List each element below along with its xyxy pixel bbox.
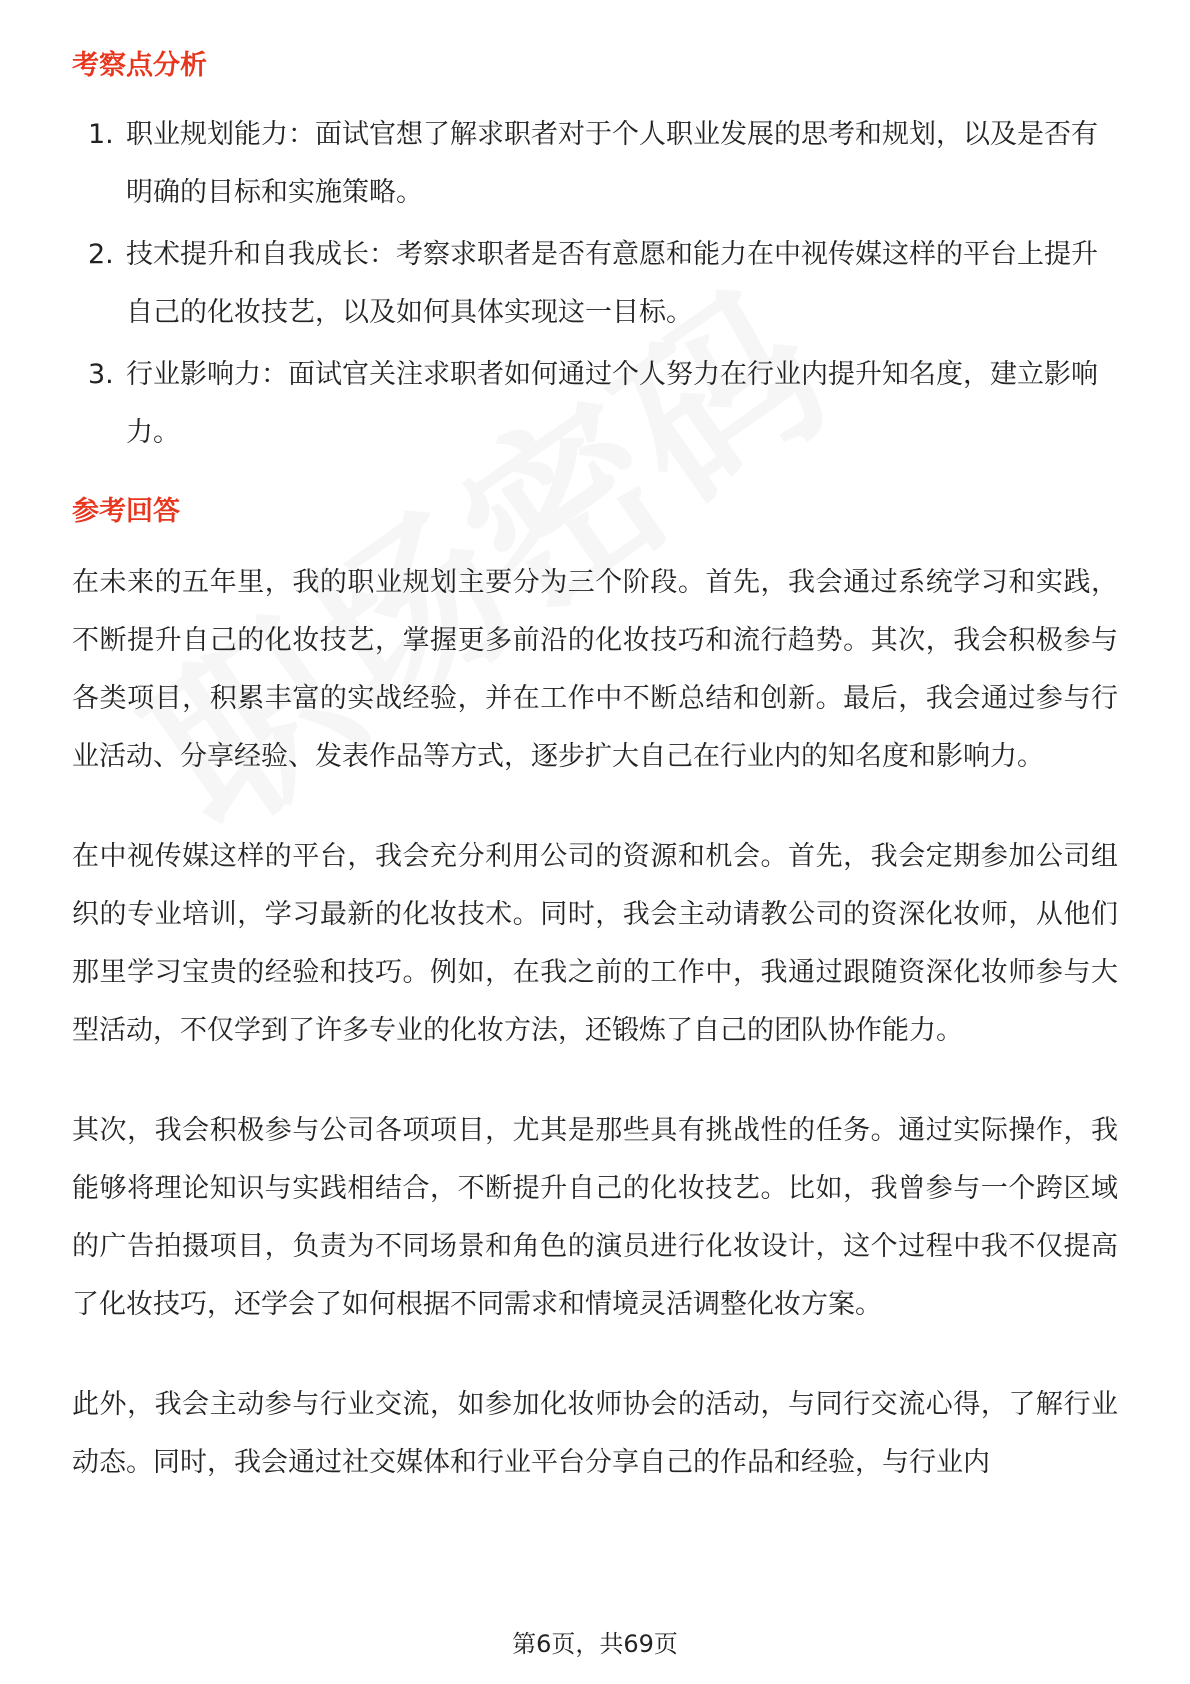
item-text: 行业影响力：面试官关注求职者如何通过个人努力在行业内提升知名度，建立影响力。 <box>126 359 1098 448</box>
item-number: 1. <box>88 119 114 150</box>
analysis-heading: 考察点分析 <box>72 50 207 81</box>
answer-paragraph: 在中视传媒这样的平台，我会充分利用公司的资源和机会。首先，我会定期参加公司组织的专业培训，学习最新的化妆技术。同时，我会主动请教公司的资深化妆师，从他们那里学习宝贵的经验和技巧。例如，在我之前的工作中，我通过跟随资深化妆师参与大型活动，不仅学到了许多专业的化妆方法，还锻炼了自己的团队协作能力。 <box>72 841 1118 1046</box>
page-content <box>72 46 1118 1492</box>
answer-paragraph: 在未来的五年里，我的职业规划主要分为三个阶段。首先，我会通过系统学习和实践，不断提升自己的化妆技艺，掌握更多前沿的化妆技巧和流行趋势。其次，我会积极参与各类项目，积累丰富的实战经验，并在工作中不断总结和创新。最后，我会通过参与行业活动、分享经验、发表作品等方式，逐步扩大自己在行业内的知名度和影响力。 <box>72 567 1118 772</box>
analysis-item <box>72 346 1118 462</box>
answer-heading: 参考回答 <box>72 496 180 527</box>
analysis-item <box>72 106 1118 222</box>
item-number: 2. <box>88 239 114 270</box>
answer-paragraph: 此外，我会主动参与行业交流，如参加化妆师协会的活动，与同行交流心得，了解行业动态。同时，我会通过社交媒体和行业平台分享自己的作品和经验，与行业内 <box>72 1389 1118 1478</box>
analysis-item <box>72 226 1118 342</box>
analysis-list <box>72 106 1118 462</box>
item-text: 技术提升和自我成长：考察求职者是否有意愿和能力在中视传媒这样的平台上提升自己的化妆技艺，以及如何具体实现这一目标。 <box>126 239 1098 328</box>
item-number: 3. <box>88 359 114 390</box>
item-text: 职业规划能力：面试官想了解求职者对于个人职业发展的思考和规划，以及是否有明确的目标和实施策略。 <box>126 119 1098 208</box>
page-number: 第6页，共69页 <box>512 1630 678 1658</box>
answer-paragraph: 其次，我会积极参与公司各项项目，尤其是那些具有挑战性的任务。通过实际操作，我能够将理论知识与实践相结合，不断提升自己的化妆技艺。比如，我曾参与一个跨区域的广告拍摄项目，负责为不同场景和角色的演员进行化妆设计，这个过程中我不仅提高了化妆技巧，还学会了如何根据不同需求和情境灵活调整化妆方案。 <box>72 1115 1118 1320</box>
